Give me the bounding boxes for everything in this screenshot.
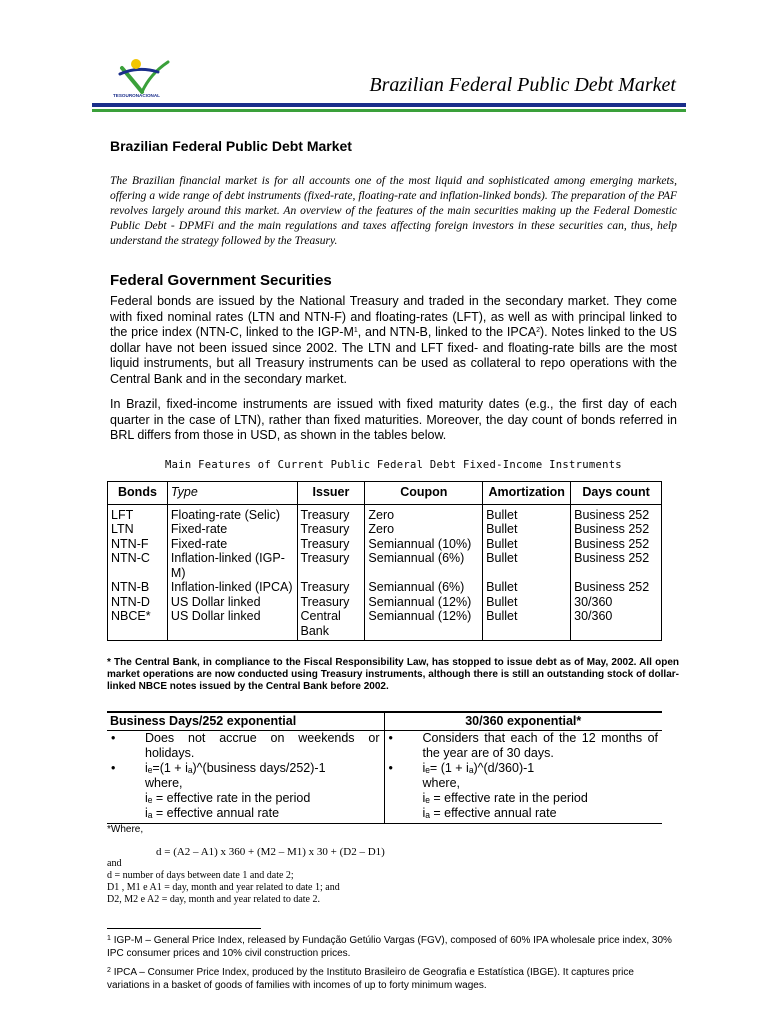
- thirty-360-formula: iₑ= (1 + iₐ)^(d/360)-1: [422, 761, 535, 775]
- cell-issuer: Treasury: [297, 580, 365, 595]
- col-header-bonds: Bonds: [108, 482, 168, 505]
- tesouro-nacional-logo: [112, 52, 174, 98]
- cell-amortization: Bullet: [483, 522, 571, 537]
- header-rule-blue: [92, 103, 686, 107]
- list-item: iₐ = effective annual rate: [145, 806, 280, 820]
- cell-bond: NBCE*: [108, 609, 168, 641]
- definition-date1: D1 , M1 e A1 = day, month and year related to date 1; and: [107, 882, 340, 893]
- day-count-header-row: [107, 712, 662, 731]
- cell-days-count: 30/360: [571, 595, 662, 610]
- col-header-business-days: Business Days/252 exponential: [107, 712, 384, 731]
- cell-bond: NTN-F: [108, 537, 168, 552]
- cell-amortization: Bullet: [483, 609, 571, 641]
- cell-days-count: Business 252: [571, 537, 662, 552]
- bonds-table-caption: Main Features of Current Public Federal Debt Fixed-Income Instruments: [165, 459, 622, 471]
- bonds-table: [107, 481, 662, 641]
- col-header-30-360: 30/360 exponential*: [384, 712, 662, 731]
- table-row: [108, 522, 662, 537]
- cell-days-count: Business 252: [571, 551, 662, 580]
- day-count-row: [107, 731, 662, 824]
- cell-coupon: Semiannual (10%): [365, 537, 483, 552]
- cell-amortization: Bullet: [483, 537, 571, 552]
- list-item: iₑ = effective rate in the period: [422, 791, 588, 805]
- cell-coupon: Zero: [365, 522, 483, 537]
- cell-type: Fixed-rate: [167, 537, 297, 552]
- cell-bond: NTN-C: [108, 551, 168, 580]
- table-row: [108, 595, 662, 610]
- cell-issuer: Treasury: [297, 551, 365, 580]
- cell-issuer: Treasury: [297, 537, 365, 552]
- table-row: [108, 551, 662, 580]
- list-item: where,: [422, 776, 461, 790]
- cell-coupon: Semiannual (12%): [365, 609, 483, 641]
- list-item: iₑ = effective rate in the period: [145, 791, 311, 805]
- list-item: iₐ = effective annual rate: [422, 806, 557, 820]
- cell-type: US Dollar linked: [167, 609, 297, 641]
- list-item: [385, 761, 663, 776]
- bonds-table-footnote: * The Central Bank, in compliance to the Fiscal Responsibility Law, has stopped to issue debt as of May, 2002. All open market operations are now conducted using Treasury instruments, although there is still an outstanding stock of dollar-linked NBCE notes issued by the Central Bank before 2002.: [107, 657, 679, 692]
- footnote-1: $^1$ IGP-M – General Price Index, released by Fundação Getúlio Vargas (FGV), composed of 60% IPA wholesale price index, 30% IPC consumer prices and 10% civil construction prices.: [107, 935, 672, 959]
- cell-amortization: Bullet: [483, 551, 571, 580]
- cell-issuer: Treasury: [297, 504, 365, 522]
- business-days-cell: [107, 731, 384, 824]
- cell-days-count: 30/360: [571, 609, 662, 641]
- list-item: • Does not accrue on weekends or holidays.: [111, 731, 380, 760]
- table-row: [108, 504, 662, 522]
- cell-bond: NTN-D: [108, 595, 168, 610]
- cell-type: Inflation-linked (IGP-M): [167, 551, 297, 580]
- where-label: *Where,: [107, 824, 144, 835]
- bullet-icon: •: [111, 731, 116, 745]
- bullet-icon: •: [111, 761, 116, 775]
- section-heading: Federal Government Securities: [110, 272, 332, 289]
- thirty-360-cell: [384, 731, 662, 824]
- table-row: [108, 609, 662, 641]
- cell-issuer: Treasury: [297, 595, 365, 610]
- securities-paragraph: Federal bonds are issued by the National Treasury and traded in the secondary market. They come with fixed nominal rates (LTN and NTN-F) and floating-rates (LFT), as well as with principal linked to the price index (NTN-C, linked to the IGP-$M^1$, and NTN-B, linked to the IPCA$^2$). Notes linked to the US dollar have not been issued since 2002. The LTN and LFT fixed- and floating-rate bills are the most liquid instruments, but all Treasury instruments can be used as collateral to repo operations with the Central Bank and in the secondary market.: [110, 294, 678, 386]
- cell-bond: LFT: [108, 504, 168, 522]
- col-header-type: Type: [167, 482, 297, 505]
- cell-type: Inflation-linked (IPCA): [167, 580, 297, 595]
- definition-d: d = number of days between date 1 and date 2;: [107, 870, 294, 881]
- bonds-table-header-row: [108, 482, 662, 505]
- svg-text:TESOURONACIONAL: TESOURONACIONAL: [113, 93, 160, 98]
- document-heading: Brazilian Federal Public Debt Market: [110, 138, 352, 154]
- cell-coupon: Semiannual (6%): [365, 551, 483, 580]
- cell-days-count: Business 252: [571, 504, 662, 522]
- footnote-ref-2: 2: [536, 327, 540, 334]
- bullet-icon: •: [388, 731, 393, 745]
- list-item: • Considers that each of the 12 months of the year are of 30 days.: [388, 731, 658, 760]
- table-row: [108, 580, 662, 595]
- maturity-paragraph: In Brazil, fixed-income instruments are issued with fixed maturity dates (e.g., the first day of each quarter in the case of LTN), rather than fixed maturities. Moreover, the day count of bonds referred in BRL differs from those in USD, as shown in the tables below.: [110, 397, 677, 442]
- footnote-2: $^2$ IPCA – Consumer Price Index, produced by the Instituto Brasileiro de Geografia e Estatística (IBGE). It captures price variations in a basket of goods of families with incomes of up to forty minimum wages.: [107, 967, 634, 991]
- cell-amortization: Bullet: [483, 504, 571, 522]
- cell-coupon: Zero: [365, 504, 483, 522]
- cell-coupon: Semiannual (6%): [365, 580, 483, 595]
- col-header-coupon: Coupon: [365, 482, 483, 505]
- and-label: and: [107, 858, 122, 869]
- footnote-ref-1: 1: [353, 327, 358, 334]
- cell-coupon: Semiannual (12%): [365, 595, 483, 610]
- day-difference-formula: d = (A2 – A1) x 360 + (M2 – M1) x 30 + (D2 – D1): [156, 846, 385, 858]
- col-header-issuer: Issuer: [297, 482, 365, 505]
- cell-amortization: Bullet: [483, 580, 571, 595]
- definition-date2: D2, M2 e A2 = day, month and year related to date 2.: [107, 894, 320, 905]
- footnote-divider: [107, 928, 261, 929]
- header-title: Brazilian Federal Public Debt Market: [369, 74, 676, 96]
- table-row: [108, 537, 662, 552]
- header-rule-green: [92, 109, 686, 112]
- cell-bond: NTN-B: [108, 580, 168, 595]
- day-count-table: [107, 711, 662, 824]
- cell-type: Floating-rate (Selic): [167, 504, 297, 522]
- business-days-formula: iₑ=(1 + iₐ)^(business days/252)-1: [145, 761, 326, 775]
- bullet-icon: •: [388, 761, 393, 775]
- cell-days-count: Business 252: [571, 580, 662, 595]
- cell-type: US Dollar linked: [167, 595, 297, 610]
- cell-type: Fixed-rate: [167, 522, 297, 537]
- cell-issuer: Central Bank: [297, 609, 365, 641]
- col-header-days-count: Days count: [571, 482, 662, 505]
- list-item: [107, 761, 384, 776]
- list-item: where,: [145, 776, 183, 790]
- intro-paragraph: The Brazilian financial market is for all accounts one of the most liquid and sophisticated among emerging markets, offering a wide range of debt instruments (fixed-rate, floating-rate and inflation-linked bonds). The preparation of the PAF revolves largely around this market. An overview of the features of the main securities making up the Federal Domestic Public Debt - DPMFi and the main regulations and taxes affecting foreign investors in these securities can, thus, help understand the strategy followed by the Treasury.: [110, 175, 677, 247]
- cell-days-count: Business 252: [571, 522, 662, 537]
- cell-issuer: Treasury: [297, 522, 365, 537]
- col-header-amortization: Amortization: [483, 482, 571, 505]
- cell-bond: LTN: [108, 522, 168, 537]
- cell-amortization: Bullet: [483, 595, 571, 610]
